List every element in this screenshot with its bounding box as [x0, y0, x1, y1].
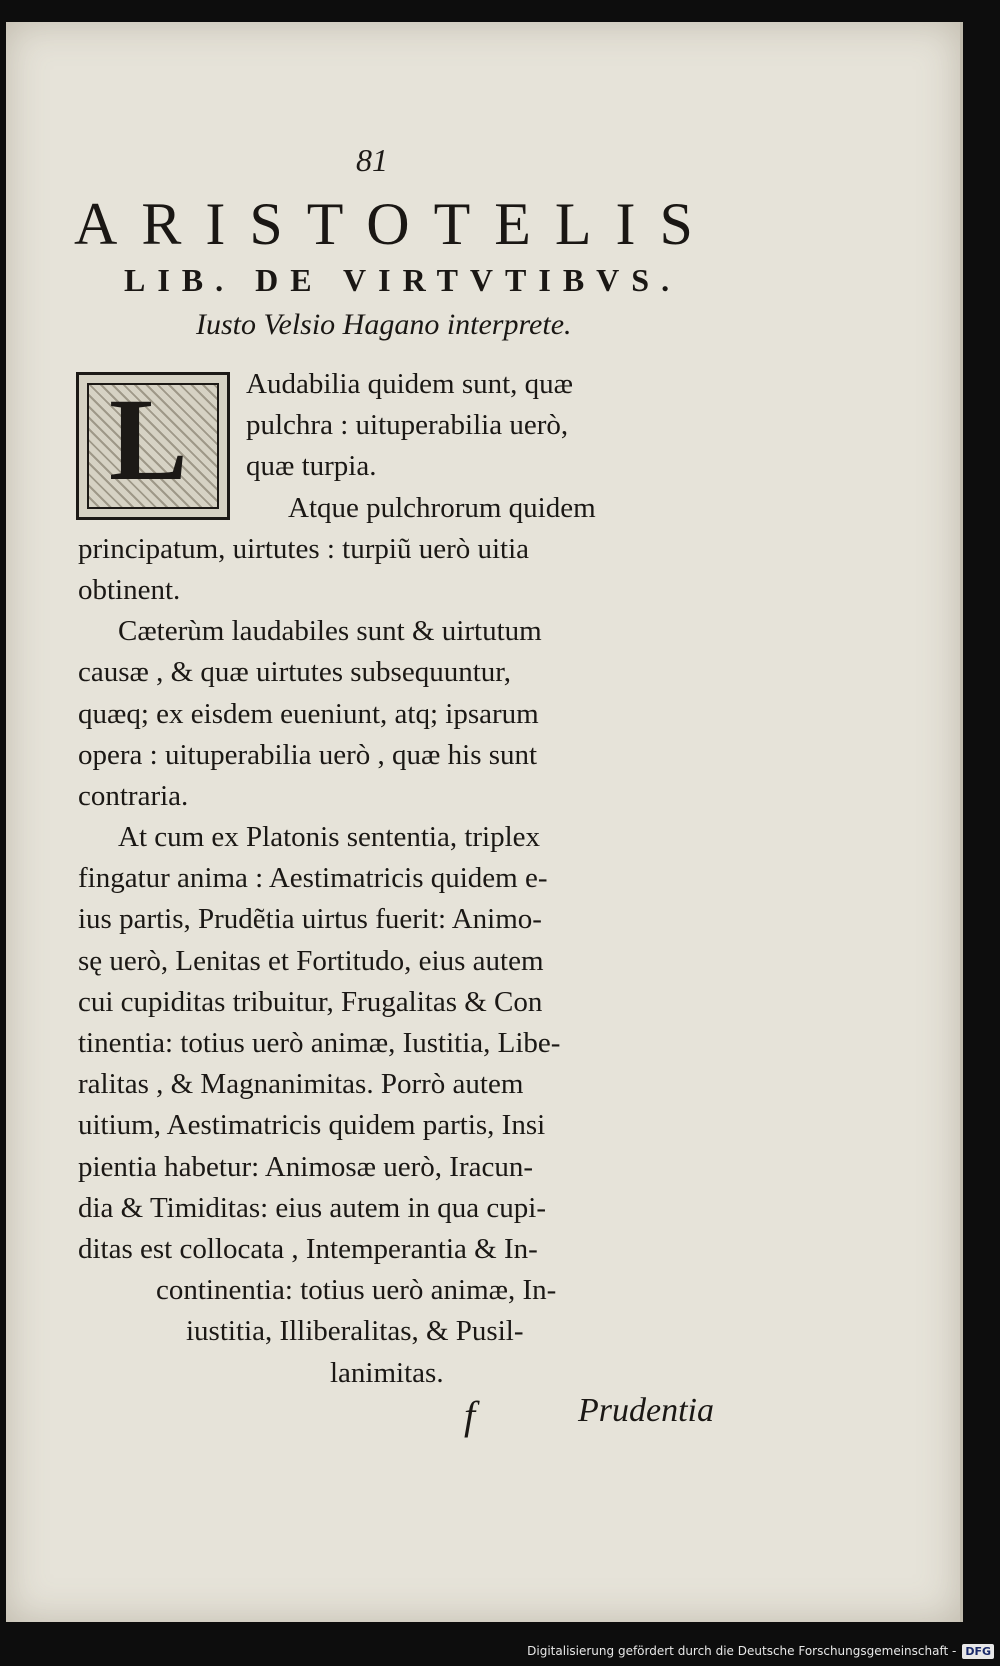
- text-line: ralitas , & Magnanimitas. Porrò autem: [78, 1068, 524, 1101]
- text-line: Audabilia quidem sunt, quæ: [246, 368, 574, 400]
- digitization-credit: [527, 1640, 994, 1662]
- text-line: ditas est collocata , Intemperantia & In-: [78, 1232, 538, 1265]
- text-line: quæq; ex eisdem eueniunt, atq; ipsarum: [78, 697, 539, 730]
- text-line: fingatur anima : Aestimatricis quidem e-: [78, 862, 548, 895]
- body-text: [78, 364, 738, 1394]
- signature-mark: f: [464, 1393, 476, 1438]
- text-line: causæ , & quæ uirtutes subsequuntur,: [78, 656, 512, 689]
- text-line: opera : uituperabilia uerò , quæ his sunt: [78, 738, 538, 771]
- text-line: principatum, uirtutes : turpiũ uerò uitia: [78, 532, 530, 565]
- text-line: Atque pulchrorum quidem: [288, 491, 596, 524]
- page-subtitle: LIB. DE VIRTVTIBVS.: [124, 262, 682, 298]
- initial-letter: L: [109, 374, 188, 505]
- text-line: pulchra : uituperabilia uerò,: [246, 409, 569, 442]
- credit-text: Digitalisierung gefördert durch die Deutsche Forschungsgemeinschaft -: [527, 1644, 957, 1658]
- text-line: quæ turpia.: [246, 450, 377, 483]
- book-page: [6, 22, 963, 1622]
- text-line: sę uerò, Lenitas et Fortitudo, eius autem: [78, 944, 544, 977]
- text-line: dia & Timiditas: eius autem in qua cupi-: [78, 1191, 546, 1224]
- text-line: lanimitas.: [330, 1356, 444, 1389]
- dfg-logo: DFG: [962, 1644, 994, 1659]
- text-line: pientia habetur: Animosæ uerò, Iracun-: [78, 1150, 534, 1183]
- text-line: At cum ex Platonis sententia, triplex: [118, 821, 541, 854]
- text-line: ius partis, Prudẽtia uirtus fuerit: Animo-: [78, 903, 542, 936]
- text-line: tinentia: totius uerò animæ, Iustitia, Libe-: [78, 1027, 561, 1059]
- text-line: cui cupiditas tribuitur, Frugalitas & Con: [78, 985, 543, 1018]
- text-line: continentia: totius uerò animæ, In-: [156, 1274, 557, 1307]
- page-number: 81: [356, 142, 388, 178]
- page-title: ARISTOTELIS: [74, 191, 717, 257]
- text-line: iustitia, Illiberalitas, & Pusil-: [186, 1315, 524, 1348]
- text-line: Cæterùm laudabiles sunt & uirtutum: [118, 615, 542, 648]
- text-line: contraria.: [78, 779, 189, 812]
- catchword: Prudentia: [578, 1392, 714, 1429]
- text-line: obtinent.: [78, 573, 181, 606]
- text-line: uitium, Aestimatricis quidem partis, Insi: [78, 1109, 546, 1142]
- translator-line: Iusto Velsio Hagano interprete.: [196, 308, 572, 341]
